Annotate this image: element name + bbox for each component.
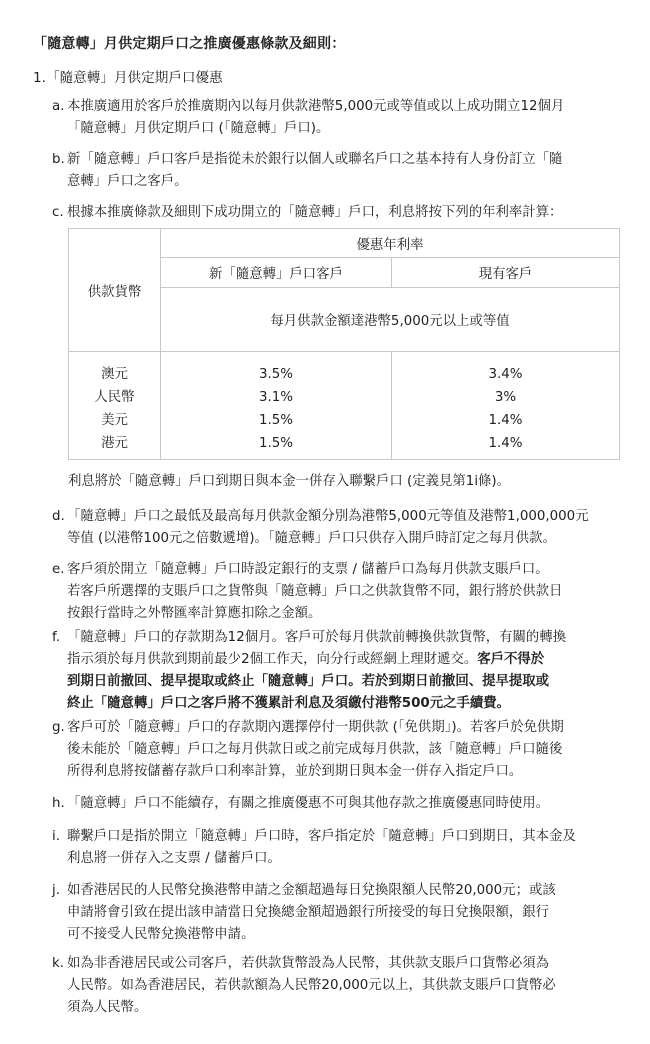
clause-text: 等值 (以港幣100元之倍數遞增)。「隨意轉」戶口只供存入開戶時訂定之每月供款。 (67, 531, 556, 546)
clause-text: 如為非香港居民或公司客戶，若供款貨幣設為人民幣，其供款支賬戶口貨幣必須為 (67, 956, 550, 971)
clause-text: 「隨意轉」月供定期戶口 (「隨意轉」戶口)。 (67, 121, 330, 136)
existing-rate-cell: 3.4% (488, 367, 523, 382)
currency-cell: 人民幣 (94, 390, 135, 405)
clause-text: 申請將會引致在提出該申請當日兌換總金額超過銀行所接受的每日兌換限額，銀行 (67, 905, 550, 920)
clause-b (52, 149, 630, 193)
clause-text: 可不接受人民幣兌換港幣申請。 (67, 927, 255, 942)
clause-h (52, 793, 630, 815)
currency-column (69, 352, 161, 460)
existing-customer-header: 現有客戶 (392, 258, 620, 288)
clause-text: 「隨意轉」戶口的存款期為12個月。客戶可於每月供款前轉換供款貨幣，有關的轉換 (67, 630, 567, 645)
new-rate-column (161, 352, 392, 460)
clause-text: 「隨意轉」戶口不能續存，有關之推廣優惠不可與其他存款之推廣優惠同時使用。 (67, 796, 550, 811)
clause-text: 本推廣適用於客戶於推廣期內以每月供款港幣5,000元或等值或以上成功開立12個月 (67, 99, 565, 114)
condition-cell: 每月供款金額達港幣5,000元以上或等值 (161, 288, 620, 352)
interest-rate-table (68, 228, 620, 460)
clause-text-bold: 到期日前撤回、提早提取或終止「隨意轉」戶口。若於到期日前撤回、提早提取或 (67, 674, 550, 689)
clause-label: j. (52, 883, 60, 898)
clause-j (52, 880, 630, 946)
clause-i (52, 826, 630, 870)
existing-rate-cell: 1.4% (488, 413, 523, 428)
clause-label: d. (52, 509, 65, 524)
clause-text: 客戶須於開立「隨意轉」戶口時設定銀行的支票 / 儲蓄戶口為每月供款支賬戶口。 (67, 562, 549, 577)
clause-text-bold: 終止「隨意轉」戶口之客戶將不獲累計利息及須繳付港幣500元之手續費。 (67, 696, 511, 711)
clause-label: i. (52, 829, 60, 844)
clause-a (52, 96, 630, 140)
clause-text: 須為人民幣。 (67, 1000, 148, 1015)
clause-label: f. (52, 630, 60, 645)
clause-label: g. (52, 720, 65, 735)
section-heading: 1.「隨意轉」月供定期戶口優惠 (33, 70, 223, 86)
clause-k (52, 953, 630, 1019)
clause-label: e. (52, 562, 65, 577)
clause-c (52, 202, 630, 224)
clause-g (52, 717, 630, 783)
clause-text: 所得利息將按儲蓄存款戶口利率計算，並於到期日與本金一併存入指定戶口。 (67, 764, 523, 779)
clause-text: 指示須於每月供款到期前最少2個工作天，向分行或經網上理財遞交。 (67, 652, 478, 667)
clause-f (52, 627, 630, 715)
clause-text: 若客戶所選擇的支賬戶口之貨幣與「隨意轉」戶口之供款貨幣不同，銀行將於供款日 (67, 584, 563, 599)
clause-e (52, 559, 630, 625)
clause-d (52, 506, 630, 550)
interest-note: 利息將於「隨意轉」戶口到期日與本金一併存入聯繫戶口 (定義見第1i條)。 (68, 474, 511, 489)
currency-cell: 港元 (101, 436, 128, 451)
currency-header: 供款貨幣 (69, 229, 161, 352)
clause-text-bold: 客戶不得於 (477, 652, 545, 667)
existing-rate-cell: 3% (494, 390, 517, 405)
clause-text: 意轉」戶口之客戶。 (67, 174, 188, 189)
clause-text: 「隨意轉」戶口之最低及最高每月供款金額分別為港幣5,000元等值及港幣1,000,000元 (67, 509, 589, 524)
clause-text: 客戶可於「隨意轉」戶口的存款期內選擇停付一期供款 (「免供期」)。若客戶於免供期 (67, 720, 564, 735)
rate-header: 優惠年利率 (161, 229, 620, 258)
currency-cell: 美元 (101, 413, 128, 428)
clause-text: 如香港居民的人民幣兌換港幣申請之金額超過每日兌換限額人民幣20,000元；或該 (67, 883, 556, 898)
clause-text: 按銀行當時之外幣匯率計算應扣除之金額。 (67, 606, 322, 621)
clause-text: 利息將一併存入之支票 / 儲蓄戶口。 (67, 851, 281, 866)
new-rate-cell: 3.5% (258, 367, 294, 382)
clause-label: h. (52, 796, 65, 811)
new-rate-cell: 1.5% (258, 436, 294, 451)
existing-rate-column (392, 352, 620, 460)
clause-label: c. (52, 205, 64, 220)
clause-text: 聯繫戶口是指於開立「隨意轉」戶口時，客戶指定於「隨意轉」戶口到期日，其本金及 (67, 829, 576, 844)
clause-text: 根據本推廣條款及細則下成功開立的「隨意轉」戶口，利息將按下列的年利率計算： (67, 205, 563, 220)
page-title: 「隨意轉」月供定期戶口之推廣優惠條款及細則： (33, 36, 346, 52)
new-customer-header: 新「隨意轉」戶口客戶 (161, 258, 392, 288)
clause-label: a. (52, 99, 65, 114)
existing-rate-cell: 1.4% (488, 436, 523, 451)
new-rate-cell: 1.5% (258, 413, 294, 428)
clause-text: 新「隨意轉」戶口客戶是指從未於銀行以個人或聯名戶口之基本持有人身份訂立「隨 (67, 152, 563, 167)
currency-cell: 澳元 (101, 367, 128, 382)
clause-text: 後未能於「隨意轉」戶口之每月供款日或之前完成每月供款，該「隨意轉」戶口隨後 (67, 742, 563, 757)
clause-label: b. (52, 152, 65, 167)
clause-text: 人民幣。如為香港居民，若供款額為人民幣20,000元以上，其供款支賬戶口貨幣必 (67, 978, 556, 993)
new-rate-cell: 3.1% (258, 390, 294, 405)
clause-label: k. (52, 956, 65, 971)
